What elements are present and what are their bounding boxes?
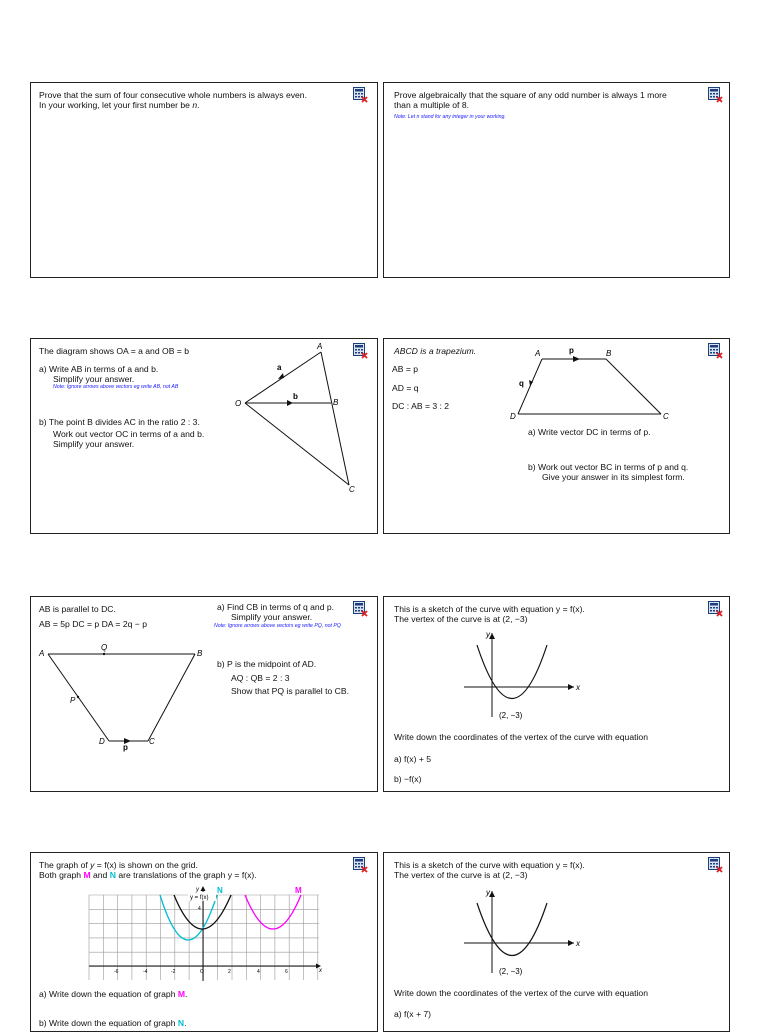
tick-x-label: -2: [171, 969, 176, 975]
question-text: Prove algebraically that the square of any odd number is always 1 more: [394, 90, 667, 100]
label-B: B: [606, 349, 612, 358]
question-prompt: Write down the coordinates of the vertex of the curve with equation: [394, 732, 648, 742]
graph-fx-label: y = f(x): [190, 895, 209, 901]
tick-x-label: -6: [114, 969, 119, 975]
question-prompt: Write down the coordinates of the vertex of the curve with equation: [394, 988, 648, 998]
question-card-curve-vertex-1: [383, 596, 730, 792]
tick-x-label: -4: [143, 969, 148, 975]
question-intro: AB is parallel to DC.: [39, 604, 116, 614]
vertex-label: (2, −3): [499, 711, 523, 720]
calculator-crossed-icon: [708, 343, 722, 358]
label-C: C: [149, 737, 155, 746]
triangle-diagram: [31, 339, 378, 534]
translation-grid-graph: [31, 853, 378, 1032]
trapezium-pq-diagram: [31, 597, 378, 792]
part-a-text-line2: Simplify your answer.: [231, 612, 313, 622]
question-card-trapezium-abcd: [383, 338, 730, 534]
calculator-crossed-icon: [708, 857, 722, 872]
label-C: C: [349, 485, 355, 494]
label-A: A: [317, 342, 323, 351]
label-vector-b: b: [293, 392, 298, 401]
question-text: The graph of y = f(x) is shown on the grid.: [39, 860, 198, 870]
label-D: D: [99, 737, 105, 746]
question-text-line2: In your working, let your first number be n.: [39, 100, 200, 110]
label-vector-a: a: [277, 363, 282, 372]
curve-sketch: [384, 853, 730, 1032]
axis-y-label: y: [196, 887, 199, 893]
note-text: Note: Let n stand for any integer in your working.: [394, 114, 506, 120]
axis-y-label: y: [486, 630, 490, 639]
tick-x-label: 2: [228, 969, 231, 975]
question-text: This is a sketch of the curve with equation y = f(x).: [394, 604, 585, 614]
question-card-graph-translations: [30, 852, 378, 1032]
question-text-line2: The vertex of the curve is at (2, −3): [394, 614, 528, 624]
trapezium-diagram: [384, 339, 730, 534]
graph-N-curve: [160, 895, 217, 940]
question-text-line2: than a multiple of 8.: [394, 100, 470, 110]
graph-N-label: N: [217, 886, 223, 895]
part-b-text-line2: Work out vector OC in terms of a and b.: [53, 429, 205, 439]
label-Q: Q: [101, 643, 108, 652]
label-D: D: [510, 412, 516, 421]
graph-M-curve: [245, 895, 301, 929]
part-b-text: b) Write down the equation of graph N.: [39, 1018, 187, 1028]
tick-y-4: 4: [198, 906, 201, 912]
curve-sketch: [384, 597, 730, 792]
part-b-text: b) The point B divides AC in the ratio 2 : 3.: [39, 417, 200, 427]
part-a-text: a) f(x + 7): [394, 1009, 432, 1019]
label-vector-p: p: [569, 346, 574, 355]
part-b-text: b) −f(x): [394, 774, 422, 784]
calculator-crossed-icon: [353, 857, 367, 872]
tick-x-label: 6: [285, 969, 288, 975]
label-B: B: [333, 398, 339, 407]
question-intro: The diagram shows OA = a and OB = b: [39, 346, 189, 356]
calculator-crossed-icon: [353, 601, 367, 616]
axis-x-label: x: [576, 683, 580, 692]
label-B: B: [197, 649, 203, 658]
question-card-odd-square: [383, 82, 730, 278]
calculator-crossed-icon: [353, 87, 367, 102]
part-b-text-line3: Show that PQ is parallel to CB.: [231, 686, 349, 696]
question-intro: ABCD is a trapezium.: [394, 346, 477, 356]
part-a-text: a) Write vector DC in terms of p.: [528, 427, 651, 437]
part-b-text: b) Work out vector BC in terms of p and q.: [528, 462, 689, 472]
part-b-text-line3: Simplify your answer.: [53, 439, 135, 449]
part-b-text-line2: Give your answer in its simplest form.: [542, 472, 685, 482]
label-vector-p: p: [123, 743, 128, 752]
part-a-text: a) Find CB in terms of q and p.: [217, 602, 335, 612]
vector-definitions: AB = 5p DC = p DA = 2q − p: [39, 619, 147, 629]
tick-x-label: 4: [257, 969, 260, 975]
calculator-crossed-icon: [353, 343, 367, 358]
tick-x-label: O: [200, 969, 204, 975]
question-text: This is a sketch of the curve with equation y = f(x).: [394, 860, 585, 870]
ratio-text: DC : AB = 3 : 2: [392, 401, 450, 411]
question-card-curve-vertex-2: [383, 852, 730, 1032]
part-b-text-line2: AQ : QB = 2 : 3: [231, 673, 290, 683]
label-A: A: [535, 349, 541, 358]
graph-M-label: M: [295, 886, 302, 895]
calculator-crossed-icon: [708, 601, 722, 616]
question-card-consecutive-numbers: [30, 82, 378, 278]
axis-x-label: x: [576, 939, 580, 948]
part-a-text: a) Write down the equation of graph M.: [39, 989, 188, 999]
question-text-line2: The vertex of the curve is at (2, −3): [394, 870, 528, 880]
part-b-text: b) P is the midpoint of AD.: [217, 659, 317, 669]
arrow-a-icon: [278, 373, 284, 379]
question-text: Prove that the sum of four consecutive whole numbers is always even.: [39, 90, 307, 100]
question-card-trapezium-pq: [30, 596, 378, 792]
axis-x-label: x: [319, 968, 322, 974]
note-text: Note: Ignore arrows above vectors eg write PQ, not PQ: [214, 623, 341, 629]
label-vector-q: q: [519, 379, 524, 388]
label-P: P: [70, 696, 76, 705]
part-a-text-line2: Simplify your answer.: [53, 374, 135, 384]
note-text: Note: Ignore arrows above vectors eg write AB, not AB: [53, 384, 179, 390]
question-text-line2: Both graph M and N are translations of the graph y = f(x).: [39, 870, 257, 880]
vector-ab: AB = p: [392, 364, 419, 374]
part-a-text: a) Write AB in terms of a and b.: [39, 364, 159, 374]
part-a-text: a) f(x) + 5: [394, 754, 432, 764]
vector-ad: AD = q: [392, 383, 419, 393]
label-O: O: [235, 399, 242, 408]
label-A: A: [39, 649, 45, 658]
vertex-label: (2, −3): [499, 967, 523, 976]
label-C: C: [663, 412, 669, 421]
arrow-p-icon: [573, 356, 580, 362]
calculator-crossed-icon: [708, 87, 722, 102]
question-card-vectors-oab: [30, 338, 378, 534]
axis-y-label: y: [486, 888, 490, 897]
